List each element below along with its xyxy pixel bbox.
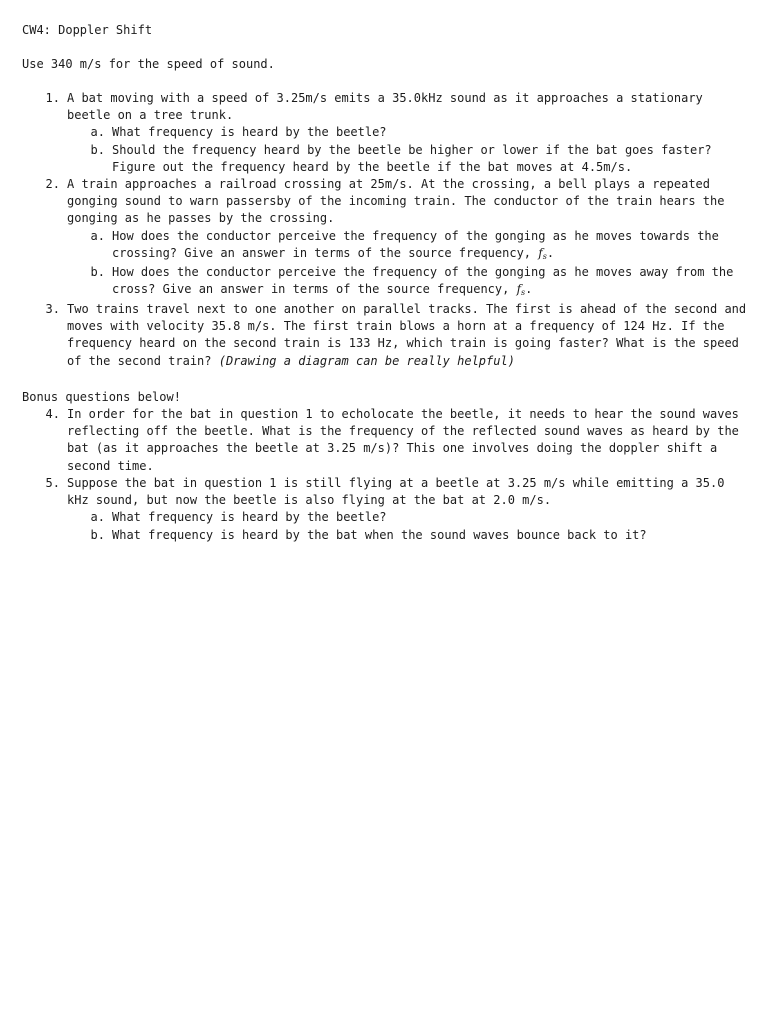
question-3-text: Two trains travel next to one another on parallel tracks. The first is ahead of the second and moves with velocity 35.8 m/s. The first train blows a horn at a frequency of 124 Hz. If the frequency heard on the second train is 133 Hz, which train is going faster? What is the speed of the second train? (Drawing a diagram can be really helpful)	[67, 302, 747, 368]
question-2b-letter: b.	[90, 265, 105, 279]
intro-text: Use 340 m/s for the speed of sound.	[22, 57, 275, 71]
question-2a-text: How does the conductor perceive the frequency of the gonging as he moves towards the crossing? Give an answer in terms of the source frequency, $f_s$.	[112, 229, 719, 262]
source-frequency-symbol: $f_s$	[538, 246, 547, 262]
question-5a-letter: a.	[90, 510, 105, 524]
question-2-text: A train approaches a railroad crossing at 25m/s. At the crossing, a bell plays a repeated gonging sound to warn passersby of the incoming train. The conductor of the train hears the gonging as he passes by the crossing.	[67, 177, 725, 226]
question-2-number: 2.	[45, 177, 60, 191]
question-4	[45, 406, 749, 475]
question-3-hint: (Drawing a diagram can be really helpful)	[218, 353, 515, 368]
question-5a-text: What frequency is heard by the beetle?	[112, 510, 387, 524]
bonus-heading: Bonus questions below!	[22, 390, 181, 404]
source-frequency-symbol: $f_s$	[516, 282, 526, 298]
question-5b-letter: b.	[90, 528, 105, 542]
question-1b-letter: b.	[90, 143, 105, 157]
question-1a	[90, 124, 742, 141]
question-5	[45, 475, 749, 509]
question-5-text: Suppose the bat in question 1 is still flying at a beetle at 3.25 m/s while emitting a 35.0 kHz sound, but now the beetle is also flying at the bat at 2.0 m/s.	[67, 476, 725, 508]
question-2a-letter: a.	[90, 229, 105, 243]
question-1b	[90, 142, 742, 176]
question-1	[45, 90, 749, 124]
question-3-number: 3.	[45, 302, 60, 316]
question-3	[45, 301, 749, 370]
question-1-number: 1.	[45, 91, 60, 105]
question-5-number: 5.	[45, 476, 60, 490]
question-1-text: A bat moving with a speed of 3.25m/s emits a 35.0kHz sound as it approaches a stationary beetle on a tree trunk.	[67, 91, 703, 123]
document-title: CW4: Doppler Shift	[22, 23, 153, 37]
question-1a-text: What frequency is heard by the beetle?	[112, 125, 387, 139]
question-2b-text: How does the conductor perceive the frequency of the gonging as he moves away from the cross? Give an answer in terms of the source frequency, $f_s$.	[112, 265, 734, 298]
question-5b	[90, 527, 742, 544]
question-5b-text: What frequency is heard by the bat when the sound waves bounce back to it?	[112, 528, 647, 542]
question-2b	[90, 264, 742, 301]
question-1b-text: Should the frequency heard by the beetle be higher or lower if the bat goes faster? Figure out the frequency heard by the beetle if the bat moves at 4.5m/s.	[112, 143, 712, 175]
question-4-text: In order for the bat in question 1 to echolocate the beetle, it needs to hear the sound waves reflecting off the beetle. What is the frequency of the reflected sound waves as heard by the bat (as it approaches the beetle at 3.25 m/s)? This one involves doing the doppler shift a second time.	[67, 407, 739, 473]
question-1a-letter: a.	[90, 125, 105, 139]
question-2	[45, 176, 749, 228]
question-4-number: 4.	[45, 407, 60, 421]
question-2a	[90, 228, 742, 265]
question-5a	[90, 509, 742, 526]
